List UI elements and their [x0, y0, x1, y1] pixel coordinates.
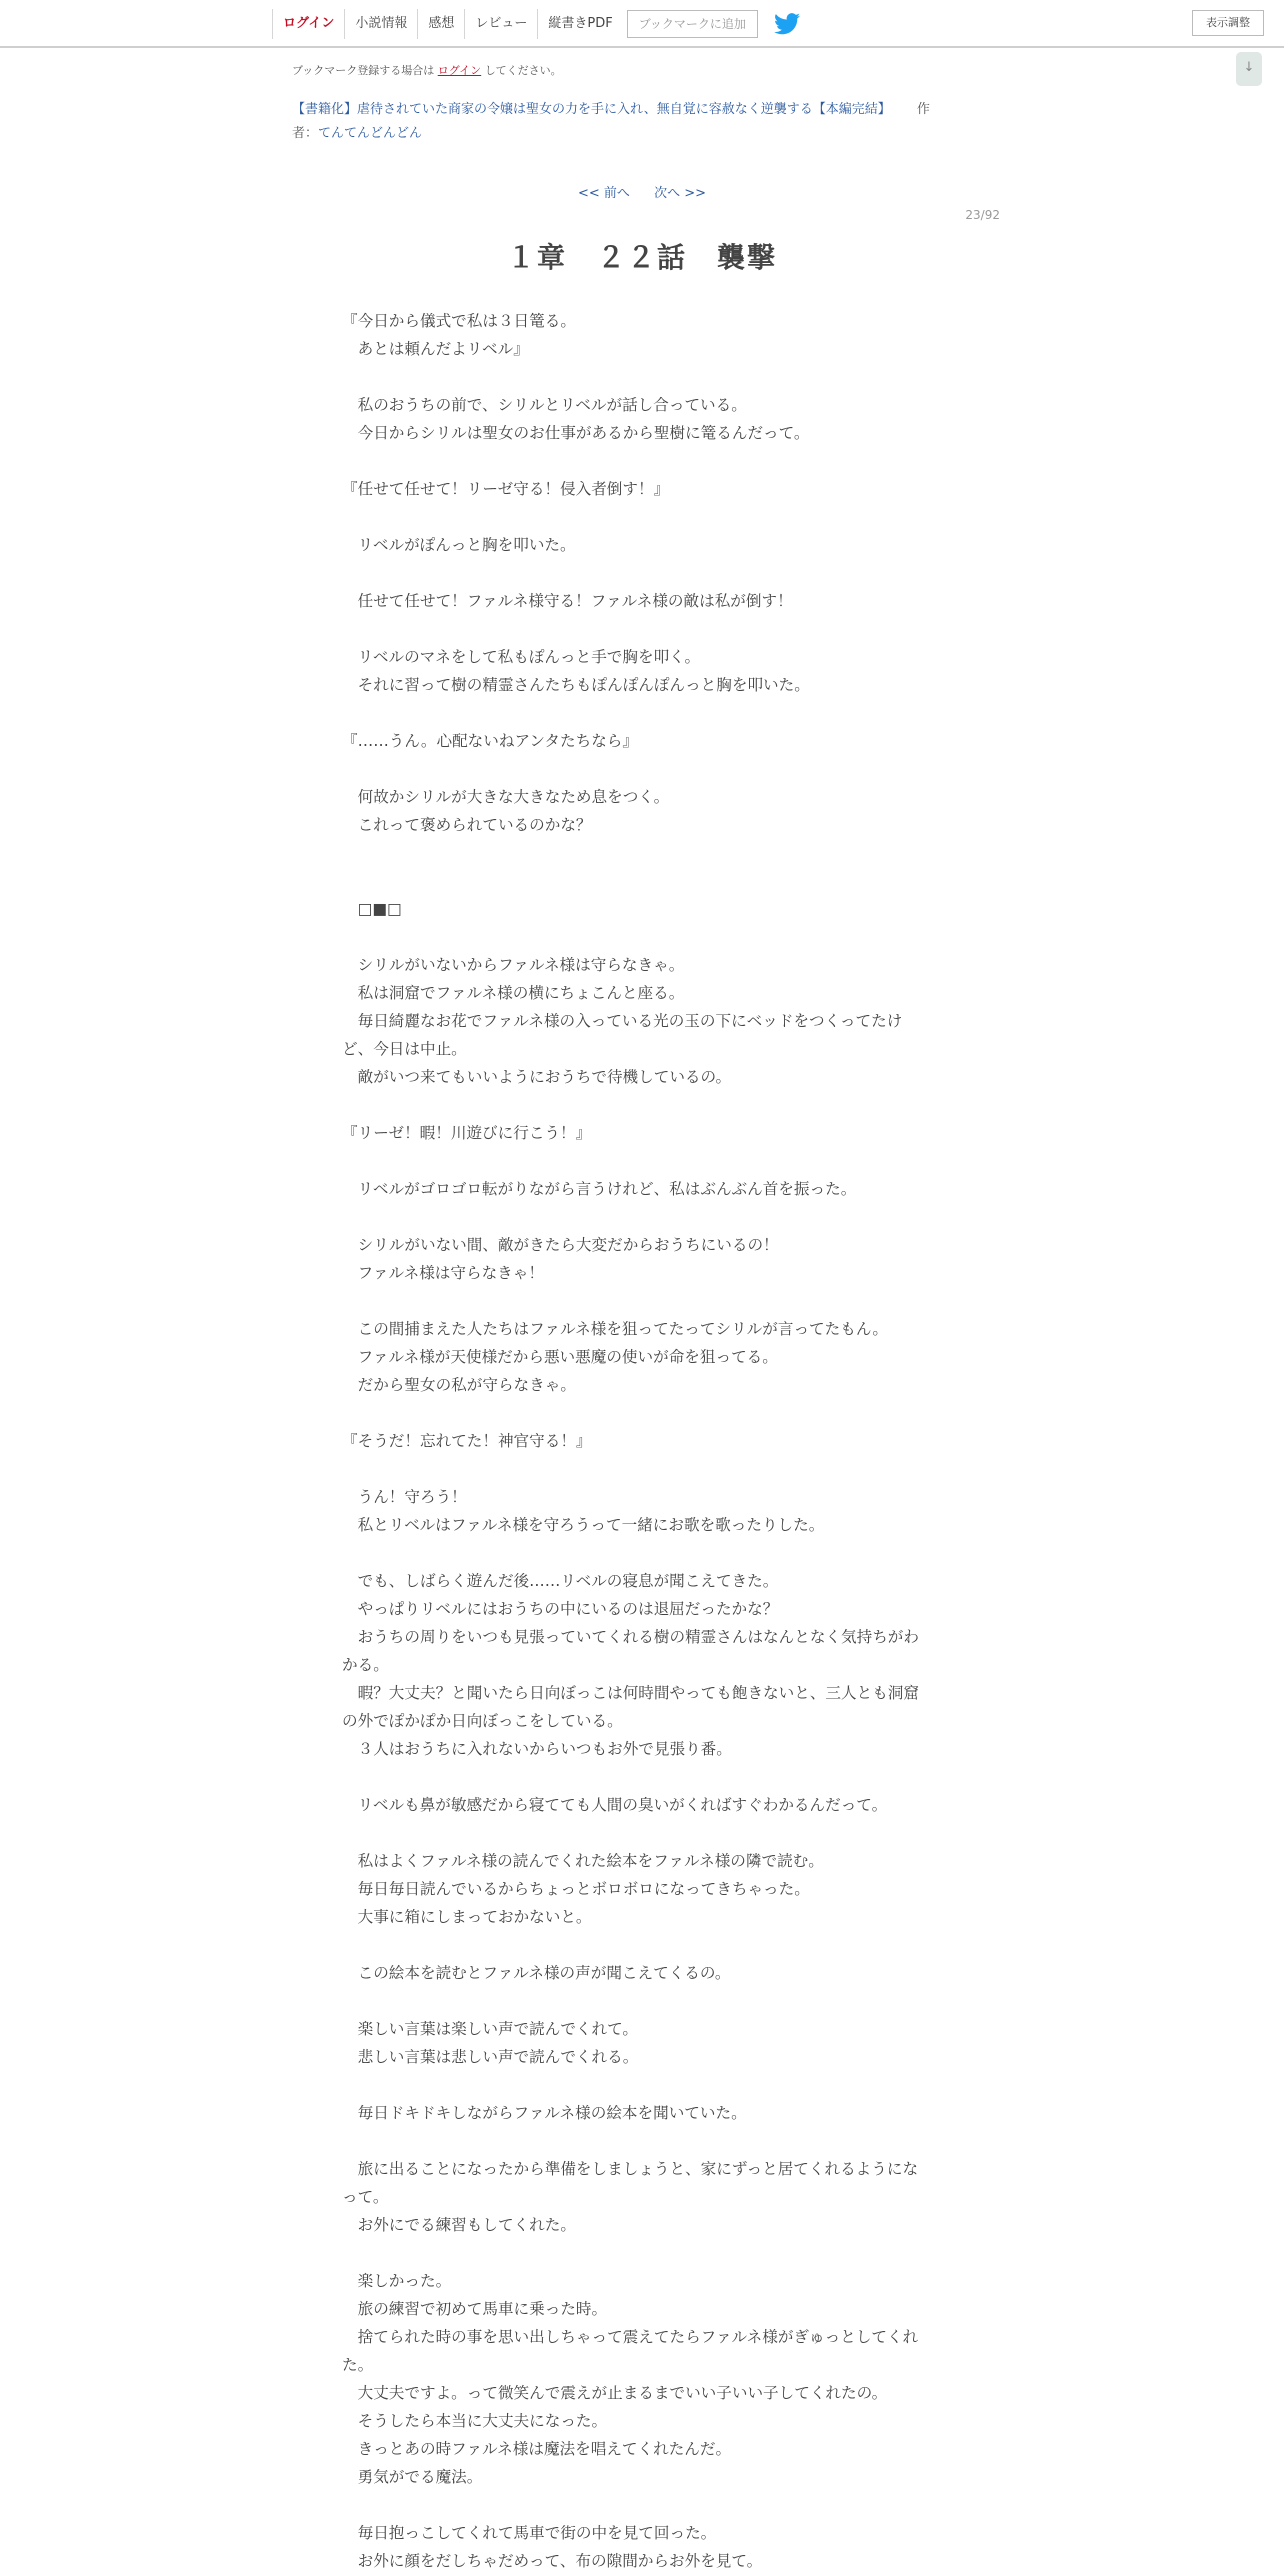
body-line: [342, 2071, 942, 2099]
body-line: [342, 923, 942, 951]
body-line: きっとあの時ファルネ様は魔法を唱えてくれたんだ。: [342, 2440, 732, 2458]
novel-info-link[interactable]: 小説情報: [344, 9, 417, 39]
body-line: [342, 559, 942, 587]
add-bookmark-button[interactable]: ブックマークに追加: [627, 10, 758, 38]
bookmark-notice: [292, 62, 562, 78]
body-line: 大事に箱にしまっておかないと。: [342, 1908, 592, 1926]
body-line: [342, 699, 942, 727]
body-line: 『……うん。心配ないねアンタたちなら』: [342, 732, 638, 750]
impressions-link[interactable]: 感想: [417, 9, 464, 39]
body-line: リベルも鼻が敏感だから寝てても人間の臭いがくればすぐわかるんだって。: [342, 1796, 888, 1814]
body-line: [342, 2491, 942, 2519]
body-line: [342, 1931, 942, 1959]
body-line: 暇？大丈夫？と聞いたら日向ぼっこは何時間やっても飽きないと、三人とも洞窟: [342, 1684, 919, 1702]
body-line: 私はよくファルネ様の読んでくれた絵本をファルネ様の隣で読む。: [342, 1852, 824, 1870]
body-line: 勇気がでる魔法。: [342, 2468, 483, 2486]
chapter-title: １章 ２２話 襲撃: [506, 241, 777, 274]
author-label-a: 作: [916, 102, 930, 117]
body-line: [342, 1987, 942, 2015]
body-line: 『今日から儀式で私は３日篭る。: [342, 312, 576, 330]
body-line: それに習って樹の精霊さんたちもぽんぽんぽんっと胸を叩いた。: [342, 676, 810, 694]
twitter-icon[interactable]: [774, 13, 800, 35]
body-line: 任せて任せて！ファルネ様守る！ファルネ様の敵は私が倒す！: [342, 592, 793, 610]
author-label-b: 者：: [292, 126, 319, 141]
body-line: [342, 2127, 942, 2155]
novel-title-link[interactable]: 【書籍化】虐待されていた商家の令嬢は聖女の力を手に入れ、無自覚に容赦なく逆襲する【本編完結】: [292, 102, 891, 117]
body-line: この絵本を読むとファルネ様の声が聞こえてくるの。: [342, 1964, 731, 1982]
body-line: [342, 867, 942, 895]
body-line: 『そうだ！忘れてた！神官守る！』: [342, 1432, 592, 1450]
display-settings-button[interactable]: 表示調整: [1192, 10, 1264, 36]
body-line: 楽しい言葉は楽しい声で読んでくれて。: [342, 2020, 638, 2038]
body-line: 旅に出ることになったから準備をしましょうと、家にずっと居てくれるようにな: [342, 2160, 919, 2178]
notice-login-link[interactable]: ログイン: [437, 64, 482, 77]
body-line: この間捕まえた人たちはファルネ様を狙ってたってシリルが言ってたもん。: [342, 1320, 888, 1338]
body-line: ファルネ様が天使様だから悪い悪魔の使いが命を狙ってる。: [342, 1348, 778, 1366]
body-line: [342, 1147, 942, 1175]
body-line: 『任せて任せて！リーゼ守る！侵入者倒す！』: [342, 480, 670, 498]
header-nav: [272, 8, 800, 40]
body-line: リベルがぽんっと胸を叩いた。: [342, 536, 576, 554]
body-line: ファルネ様は守らなきゃ！: [342, 1264, 544, 1282]
review-link[interactable]: レビュー: [464, 9, 537, 39]
body-line: シリルがいない間、敵がきたら大変だからおうちにいるの！: [342, 1236, 779, 1254]
body-line: シリルがいないからファルネ様は守らなきゃ。: [342, 956, 685, 974]
body-line: [342, 503, 942, 531]
body-line: お外に顔をだしちゃだめって、布の隙間からお外を見て。: [342, 2552, 763, 2570]
body-line: 旅の練習で初めて馬車に乗った時。: [342, 2300, 608, 2318]
body-line: 敵がいつ来てもいいようにおうちで待機しているの。: [342, 1068, 732, 1086]
body-line: 私は洞窟でファルネ様の横にちょこんと座る。: [342, 984, 685, 1002]
body-line: でも、しばらく遊んだ後……リベルの寝息が聞こえてきた。: [342, 1572, 779, 1590]
body-line: 『リーゼ！暇！川遊びに行こう！』: [342, 1124, 592, 1142]
body-line: [342, 2239, 942, 2267]
body-line: 大丈夫ですよ。って微笑んで震えが止まるまでいい子いい子してくれたの。: [342, 2384, 888, 2402]
body-line: [342, 447, 942, 475]
login-link[interactable]: ログイン: [272, 9, 344, 39]
body-line: 私とリベルはファルネ様を守ろうって一緒にお歌を歌ったりした。: [342, 1516, 825, 1534]
body-line: [342, 839, 942, 867]
body-line: 今日からシリルは聖女のお仕事があるから聖樹に篭るんだって。: [342, 424, 810, 442]
body-line: 何故かシリルが大きな大きなため息をつく。: [342, 788, 670, 806]
prev-episode-link[interactable]: << 前へ: [578, 186, 630, 201]
body-line: の外でぽかぽか日向ぼっこをしている。: [342, 1712, 623, 1730]
body-line: 毎日綺麗なお花でファルネ様の入っている光の玉の下にベッドをつくってたけ: [342, 1012, 903, 1030]
body-line: 毎日ドキドキしながらファルネ様の絵本を聞いていた。: [342, 2104, 747, 2122]
author-link[interactable]: てんてんどんどん: [318, 126, 423, 141]
body-line: 楽しかった。: [342, 2272, 452, 2290]
notice-suffix: してください。: [484, 64, 562, 77]
body-line: リベルがゴロゴロ転がりながら言うけれど、私はぶんぶん首を振った。: [342, 1180, 857, 1198]
body-line: これって褒められているのかな？: [342, 816, 592, 834]
body-line: 毎日毎日読んでいるからちょっとボロボロになってきちゃった。: [342, 1880, 810, 1898]
body-line: 私のおうちの前で、シリルとリベルが話し合っている。: [342, 396, 747, 414]
body-line: [342, 1539, 942, 1567]
body-line: やっぱりリベルにはおうちの中にいるのは退屈だったかな？: [342, 1600, 779, 1618]
site-header: [0, 0, 1284, 48]
body-line: おうちの周りをいつも見張っていてくれる樹の精霊さんはなんとなく気持ちがわ: [342, 1628, 919, 1646]
body-line: リベルのマネをして私もぽんっと手で胸を叩く。: [342, 648, 701, 666]
episode-pager: [0, 182, 1284, 201]
novel-title-block: [292, 98, 992, 146]
body-line: [342, 755, 942, 783]
body-line: [342, 1399, 942, 1427]
novel-body: [342, 307, 942, 2575]
notice-prefix: ブックマーク登録する場合は: [292, 64, 435, 77]
body-line: 悲しい言葉は悲しい声で読んでくれる。: [342, 2048, 639, 2066]
body-line: そうしたら本当に大丈夫になった。: [342, 2412, 608, 2430]
body-line: [342, 1203, 942, 1231]
body-line: ３人はおうちに入れないからいつもお外で見張り番。: [342, 1740, 732, 1758]
body-line: た。: [342, 2356, 374, 2374]
body-line: [342, 1287, 942, 1315]
body-line: [342, 1091, 942, 1119]
body-line: あとは頼んだよリベル』: [342, 340, 529, 358]
vertical-pdf-link[interactable]: 縦書きPDF: [537, 9, 622, 39]
episode-counter: 23/92: [965, 208, 1000, 222]
body-line: [342, 615, 942, 643]
body-line: □■□: [342, 900, 402, 918]
body-line: って。: [342, 2188, 389, 2206]
body-line: [342, 1763, 942, 1791]
body-line: だから聖女の私が守らなきゃ。: [342, 1376, 576, 1394]
body-line: [342, 363, 942, 391]
body-line: かる。: [342, 1656, 389, 1674]
body-line: ど、今日は中止。: [342, 1040, 467, 1058]
body-line: [342, 1455, 942, 1483]
scroll-down-button[interactable]: ↓: [1236, 52, 1262, 86]
next-episode-link[interactable]: 次へ >>: [654, 186, 706, 201]
body-line: うん！守ろう！: [342, 1488, 467, 1506]
body-line: [342, 1819, 942, 1847]
body-line: 毎日抱っこしてくれて馬車で街の中を見て回った。: [342, 2524, 717, 2542]
body-line: 捨てられた時の事を思い出しちゃって震えてたらファルネ様がぎゅっとしてくれ: [342, 2328, 919, 2346]
body-line: お外にでる練習もしてくれた。: [342, 2216, 576, 2234]
